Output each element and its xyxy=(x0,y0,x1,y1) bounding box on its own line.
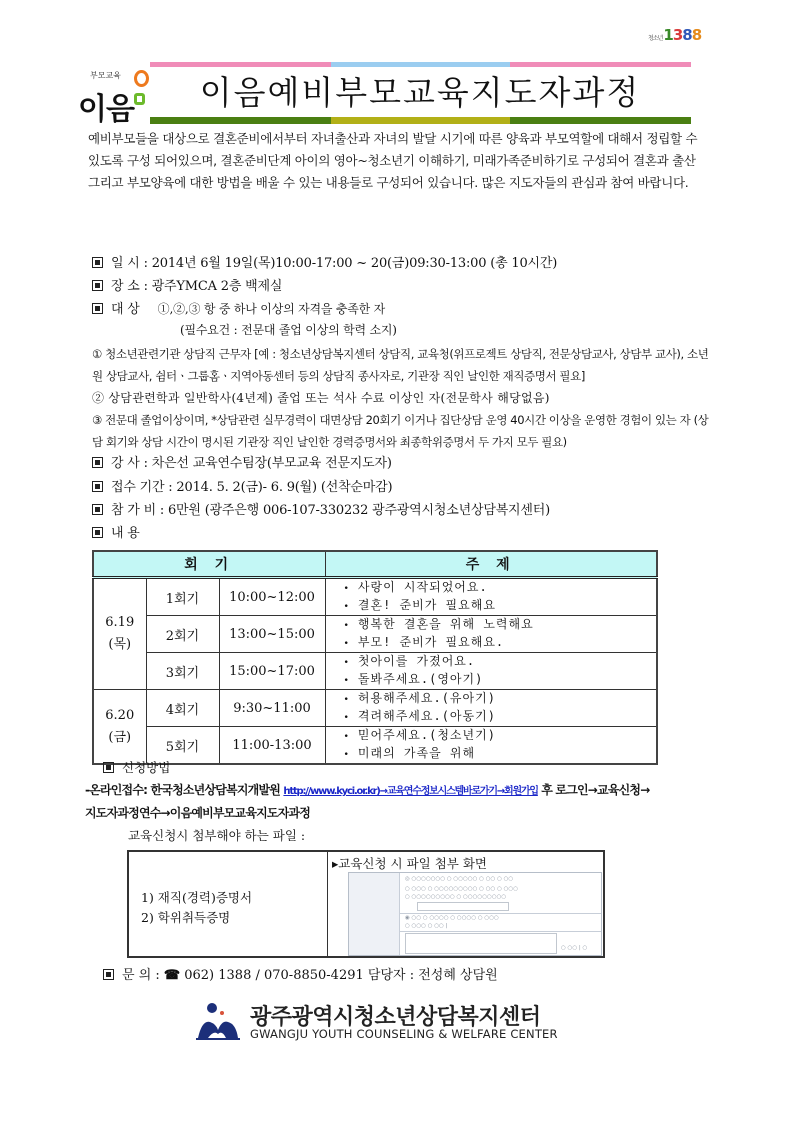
info-label: 참 가 비 : xyxy=(111,503,168,518)
day-cell xyxy=(93,690,146,765)
attach-form-screenshot xyxy=(348,872,602,956)
checkbox-square-icon xyxy=(103,762,114,773)
table-row xyxy=(93,727,657,765)
info-value: 차은선 교육연수팀장(부모교육 전문지도자) xyxy=(151,456,392,471)
logo-orange-ring-icon xyxy=(134,70,149,87)
session-cell: 4회기 xyxy=(146,690,219,727)
apply-path-line: 지도자과정연수→이음예비부모교육지도자과정 xyxy=(85,806,311,820)
badge-prefix: 청소년 xyxy=(648,35,663,42)
topic-text: 결혼! 준비가 필요해요 xyxy=(357,598,496,612)
page-title: 이음예비부모교육지도자과정 xyxy=(199,73,641,112)
logo-subtitle: 부모교육 xyxy=(90,71,121,80)
logo-green-square-icon xyxy=(134,93,145,105)
checkbox-square-icon xyxy=(103,969,114,980)
table-row xyxy=(93,578,657,616)
topic-cell xyxy=(325,616,657,653)
badge-digit: 1 xyxy=(663,26,673,44)
time-cell: 13:00~15:00 xyxy=(219,616,325,653)
topic-cell xyxy=(325,653,657,690)
info-label: 장 소 : xyxy=(111,279,152,294)
info-value: ①,②,③ 항 중 하나 이상의 자격을 충족한 자 xyxy=(157,302,386,316)
table-row xyxy=(93,653,657,690)
topic-item xyxy=(344,727,657,745)
header-bar-bottom-1 xyxy=(150,117,331,124)
form-row xyxy=(349,873,601,914)
info-target-requirement: (필수요건 : 전문대 졸업 이상의 학력 소지) xyxy=(180,323,397,337)
contact-line xyxy=(103,964,498,983)
attach-screen-panel xyxy=(328,852,603,956)
info-value: 2014년 6월 19일(목)10:00-17:00 ~ 20(금)09:30-13:00 (총 10시간) xyxy=(151,256,558,271)
info-label: 일 시 : xyxy=(111,256,152,271)
session-cell: 1회기 xyxy=(146,578,219,616)
header-bar-bottom-2 xyxy=(331,117,510,124)
day-cell xyxy=(93,578,146,690)
topic-item xyxy=(344,690,657,708)
form-row-label xyxy=(349,913,400,931)
checkbox-square-icon xyxy=(92,303,103,314)
bullet-icon: • xyxy=(343,584,350,594)
header-bar-top-3 xyxy=(510,62,691,67)
form-textarea xyxy=(405,933,557,954)
day-date: 6.19 xyxy=(105,615,135,630)
attach-label: 교육신청시 첨부해야 하는 파일 : xyxy=(128,828,306,843)
info-label: 내 용 xyxy=(111,526,140,541)
qualification-note-3: ③ 전문대 졸업이상이며, *상담관련 실무경력이 대면상담 20회기 이거나 집단상담 운영 40시간 이상을 운영한 경험이 있는 자 (상담 회기와 상담 시간이 명시된 기관장 직인 날인한 경력증명서와 최종학위증명서 두 가지 모두 필요) xyxy=(92,413,709,449)
qualification-note-1: ① 청소년관련기관 상담직 근무자 [예 : 청소년상담복지센터 상담직, 교육청(위프로젝트 상담직, 전문상담교사, 상담부 교사), 소년원 상담교사, 쉼터ㆍ그룹홈ㆍ지역아동센터 등의 상담직 종사자로, 기관장 직인 날인한 재직증명서 필요] xyxy=(92,347,709,383)
badge-digit: 3 xyxy=(672,26,683,44)
bullet-icon: • xyxy=(343,602,350,612)
form-row xyxy=(349,913,601,932)
attach-item: 2) 학위취득증명 xyxy=(141,910,231,925)
kyci-link[interactable]: http://www.kyci.or.kr)→교육연수정보시스템바로가기→회원가입 xyxy=(283,786,538,797)
form-radio-line: ○ ○○○ ○ ○○○○○○○○○ ○ ○○ ○ ○○○ xyxy=(405,886,519,892)
checkbox-square-icon xyxy=(92,280,103,291)
header-bar-top-2 xyxy=(331,62,510,67)
info-instructor xyxy=(92,454,392,474)
center-name-english: GWANGJU YOUTH COUNSELING & WELFARE CENTER xyxy=(250,1027,558,1041)
attach-box xyxy=(127,850,605,958)
topic-cell xyxy=(325,690,657,727)
apply-online-line xyxy=(85,781,649,798)
youth-1388-badge xyxy=(648,26,701,44)
checkbox-square-icon xyxy=(92,504,103,515)
day-weekday: (금) xyxy=(108,729,132,745)
topic-text: 믿어주세요.(청소년기) xyxy=(357,728,496,742)
day-weekday: (목) xyxy=(108,637,132,652)
topic-text: 첫아이를 가졌어요. xyxy=(357,654,476,668)
qualification-note-2: ② 상담관련학과 일반학사(4년제) 졸업 또는 석사 수료 이상인 자(전문학사 해당없음) xyxy=(92,391,550,405)
bullet-icon: • xyxy=(343,732,350,742)
info-period xyxy=(92,478,392,498)
header-session: 회 기 xyxy=(93,551,325,578)
phone-icon: ☎ xyxy=(163,968,181,983)
topic-text: 허용해주세요.(유아기) xyxy=(357,691,496,705)
time-cell: 10:00~12:00 xyxy=(219,578,325,616)
form-radio-line: ○ ○○○○○○○○○ ○ ○○○○○○○○○ xyxy=(405,894,507,900)
bullet-icon: • xyxy=(343,750,350,760)
form-row-label xyxy=(349,873,400,913)
info-place xyxy=(92,277,282,297)
table-header-row xyxy=(93,551,657,578)
info-label: 접수 기간 : xyxy=(111,480,177,495)
attach-item: 1) 재직(경력)증명서 xyxy=(141,890,253,905)
apply-heading-text: 신청방법 xyxy=(122,760,171,775)
header-bar-top-1 xyxy=(150,62,331,67)
session-cell: 2회기 xyxy=(146,616,219,653)
table-row xyxy=(93,616,657,653)
bullet-icon: • xyxy=(343,639,350,649)
time-cell: 11:00-13:00 xyxy=(219,727,325,765)
bullet-icon: • xyxy=(343,676,350,686)
info-value: 2014. 5. 2(금)- 6. 9(월) (선착순마감) xyxy=(176,480,393,495)
topic-item xyxy=(344,745,657,763)
table-row xyxy=(93,690,657,727)
form-radio-line: ◎ ○○○○○○○ ○ ○○○○○ ○ ○○ ○ ○○ xyxy=(405,876,514,882)
attach-file-list xyxy=(129,852,328,956)
session-cell: 5회기 xyxy=(146,727,219,765)
form-radio-line: ◉ ○○ ○ ○○○○ ○ ○○○○ ○ ○○○ xyxy=(405,915,499,921)
topic-cell xyxy=(325,578,657,616)
badge-digit: 8 xyxy=(691,26,702,44)
topic-text: 미래의 가족을 위해 xyxy=(357,746,476,760)
checkbox-square-icon xyxy=(92,257,103,268)
checkbox-square-icon xyxy=(92,481,103,492)
badge-digit: 8 xyxy=(682,26,692,44)
contact-label: 문 의 : xyxy=(122,968,164,983)
form-text-input xyxy=(417,902,509,911)
info-label: 강 사 : xyxy=(111,456,152,471)
topic-text: 행복한 결혼을 위해 노력해요 xyxy=(357,617,534,631)
checkbox-square-icon xyxy=(92,457,103,468)
apply-suffix: 후 로그인→교육신청→ xyxy=(537,783,650,797)
bullet-icon: • xyxy=(343,695,350,705)
bullet-icon: • xyxy=(343,621,350,631)
info-fee xyxy=(92,501,550,521)
checkbox-square-icon xyxy=(92,527,103,538)
time-cell: 9:30~11:00 xyxy=(219,690,325,727)
center-name-korean: 광주광역시청소년상담복지센터 xyxy=(250,1005,541,1030)
topic-text: 격려해주세요.(아동기) xyxy=(357,709,496,723)
topic-text: 사랑이 시작되었어요. xyxy=(357,580,488,594)
info-date xyxy=(92,254,557,274)
topic-text: 돌봐주세요.(영아기) xyxy=(357,672,484,686)
header-topic: 주 제 xyxy=(325,551,657,578)
topic-item xyxy=(344,653,657,671)
schedule-table xyxy=(92,550,658,765)
apply-prefix: -온라인접수: 한국청소년상담복지개발원 xyxy=(85,783,284,797)
info-content xyxy=(92,524,140,544)
header-bar-bottom-3 xyxy=(510,117,691,124)
intro-paragraph: 예비부모들을 대상으로 결혼준비에서부터 자녀출산과 자녀의 발달 시기에 따른 양육과 부모역할에 대해서 정립할 수 있도록 구성 되어있으며, 결혼준비단계 아이의 영아~청소년기 이해하기, 미래가족준비하기로 구성되어 결혼과 출산 그리고 부모양육에 대한 방법을 배울 수 있는 내용들로 구성되어 있습니다. 많은 지도자들의 관심과 참여 바랍니다. xyxy=(88,131,698,190)
session-cell: 3회기 xyxy=(146,653,219,690)
form-row-label xyxy=(349,931,400,955)
topic-item xyxy=(344,671,657,689)
topic-item xyxy=(344,634,657,652)
attach-screen-caption: ▸교육신청 시 파일 첨부 화면 xyxy=(332,856,487,871)
center-logo-icon xyxy=(196,1002,240,1042)
info-label: 대 상 xyxy=(111,302,140,317)
time-cell: 15:00~17:00 xyxy=(219,653,325,690)
form-row xyxy=(349,931,601,955)
topic-cell xyxy=(325,727,657,765)
bullet-icon: • xyxy=(343,713,350,723)
info-target xyxy=(92,299,385,320)
form-radio-line: ○ ○○○ ○ ○○ | xyxy=(405,923,448,929)
info-value: 6만원 (광주은행 006-107-330232 광주광역시청소년상담복지센터) xyxy=(167,503,550,518)
info-value: 광주YMCA 2층 백제실 xyxy=(151,279,283,294)
contact-value: 062) 1388 / 070-8850-4291 담당자 : 전성혜 상담원 xyxy=(180,968,498,983)
topic-item xyxy=(344,616,657,634)
form-attach-button: ○ ○○ | ○ xyxy=(561,945,588,951)
topic-item xyxy=(344,597,657,615)
bullet-icon: • xyxy=(343,658,350,668)
topic-text: 부모! 준비가 필요해요. xyxy=(357,635,505,649)
topic-item xyxy=(344,579,657,597)
day-date: 6.20 xyxy=(105,707,135,723)
topic-item xyxy=(344,708,657,726)
apply-heading xyxy=(103,758,170,776)
logo-text: 이음 xyxy=(78,92,134,127)
